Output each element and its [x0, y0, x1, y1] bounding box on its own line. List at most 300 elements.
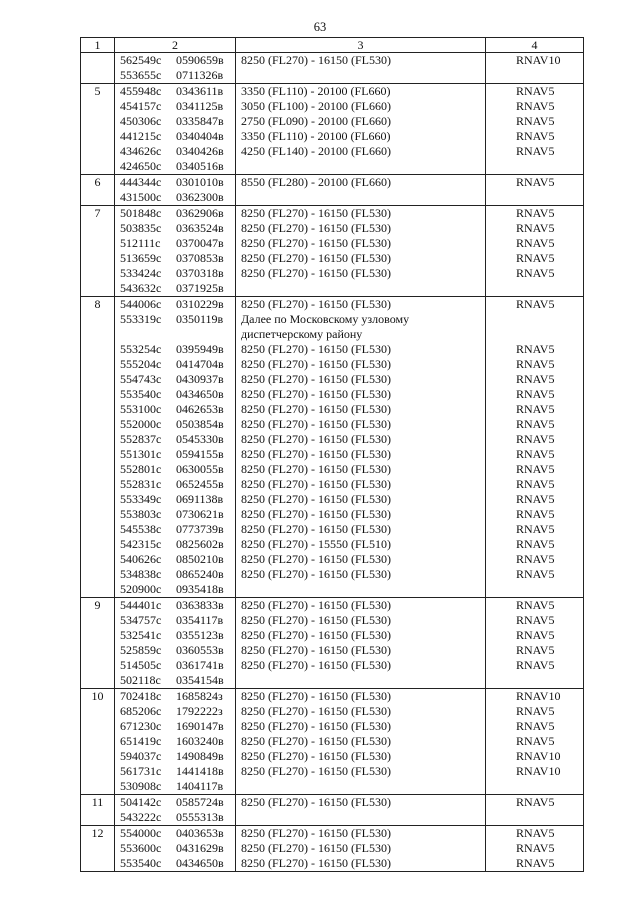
longitude: 1685824з	[176, 689, 223, 703]
rnav-spec: RNAV5	[516, 643, 555, 657]
rnav-spec: RNAV5	[516, 522, 555, 536]
latitude: 502118с	[120, 673, 161, 687]
table-row	[81, 297, 584, 598]
point-coordinates	[120, 826, 235, 841]
point-coordinates	[120, 658, 235, 673]
longitude: 0350119в	[176, 312, 224, 326]
latitude: 514505с	[120, 658, 162, 672]
rnav-spec: RNAV5	[516, 613, 555, 627]
longitude: 0370047в	[176, 236, 224, 250]
longitude: 0362906в	[176, 206, 224, 220]
altitude-list	[236, 826, 486, 872]
altitude-range: 8250 (FL270) - 16150 (FL530)	[241, 53, 391, 67]
longitude: 1441418в	[176, 764, 224, 778]
rnav-spec: RNAV5	[516, 447, 555, 461]
longitude: 0370318в	[176, 266, 224, 280]
altitude-range: 8250 (FL270) - 16150 (FL530)	[241, 447, 391, 461]
longitude: 0462653в	[176, 402, 224, 416]
latitude: 530908с	[120, 779, 162, 793]
point-coordinates	[120, 598, 235, 613]
rnav-spec-list	[486, 598, 584, 689]
rnav-spec: RNAV5	[516, 841, 555, 855]
latitude: 534757с	[120, 613, 162, 627]
rnav-spec: RNAV5	[516, 552, 555, 566]
altitude-range: 8250 (FL270) - 16150 (FL530)	[241, 432, 391, 446]
latitude: 441215с	[120, 129, 162, 143]
latitude: 594037с	[120, 749, 162, 763]
latitude: 553319с	[120, 312, 162, 326]
altitude-range: 8250 (FL270) - 16150 (FL530)	[241, 221, 391, 235]
rnav-spec: RNAV5	[516, 658, 555, 672]
table-row	[81, 206, 584, 297]
point-coordinates	[120, 281, 235, 296]
route-number: 12	[81, 826, 115, 872]
point-coordinates	[120, 68, 235, 83]
point-coordinates	[120, 552, 235, 567]
altitude-range: 8250 (FL270) - 16150 (FL530)	[241, 297, 391, 311]
altitude-range: 8250 (FL270) - 16150 (FL530)	[241, 266, 391, 280]
latitude: 434626с	[120, 144, 162, 158]
table-row	[81, 598, 584, 689]
longitude: 0434650в	[176, 387, 224, 401]
rnav-spec: RNAV5	[516, 175, 555, 189]
point-coordinates	[120, 749, 235, 764]
altitude-range: 8250 (FL270) - 16150 (FL530)	[241, 477, 391, 491]
rnav-spec: RNAV5	[516, 628, 555, 642]
latitude: 553600с	[120, 841, 162, 855]
point-coordinates	[120, 462, 235, 477]
latitude: 685206с	[120, 704, 162, 718]
table-row	[81, 689, 584, 795]
point-coordinates	[120, 841, 235, 856]
latitude: 562549с	[120, 53, 162, 67]
latitude: 540626с	[120, 552, 162, 566]
altitude-range: 8250 (FL270) - 16150 (FL530)	[241, 236, 391, 250]
altitude-range: 8250 (FL270) - 16150 (FL530)	[241, 402, 391, 416]
longitude: 0340516в	[176, 159, 224, 173]
altitude-range: 8250 (FL270) - 16150 (FL530)	[241, 387, 391, 401]
rnav-spec: RNAV5	[516, 826, 555, 840]
altitude-range: 8250 (FL270) - 16150 (FL530)	[241, 719, 391, 733]
altitude-range: 8250 (FL270) - 16150 (FL530)	[241, 206, 391, 220]
page-number: 63	[313, 20, 327, 34]
longitude: 0370853в	[176, 251, 224, 265]
longitude: 0935418в	[176, 582, 224, 596]
point-coordinates	[120, 673, 235, 688]
table-row	[81, 826, 584, 872]
latitude: 651419с	[120, 734, 162, 748]
header-col-4: 4	[486, 38, 584, 53]
longitude: 0335847в	[176, 114, 224, 128]
altitude-list	[236, 598, 486, 689]
rnav-spec: RNAV5	[516, 84, 555, 98]
point-coordinates	[120, 417, 235, 432]
point-coordinates	[120, 567, 235, 582]
point-list	[115, 297, 236, 598]
latitude: 554743с	[120, 372, 162, 386]
routes-table	[80, 37, 584, 872]
rnav-spec: RNAV5	[516, 507, 555, 521]
latitude: 431500с	[120, 190, 162, 204]
point-coordinates	[120, 297, 235, 312]
rnav-spec: RNAV5	[516, 387, 555, 401]
latitude: 533424с	[120, 266, 162, 280]
rnav-spec: RNAV5	[516, 129, 555, 143]
point-coordinates	[120, 327, 235, 342]
table-row	[81, 84, 584, 175]
longitude: 1404117в	[176, 779, 224, 793]
longitude: 1490849в	[176, 749, 224, 763]
latitude: 520900с	[120, 582, 162, 596]
altitude-range: 8250 (FL270) - 16150 (FL530)	[241, 689, 391, 703]
longitude: 0865240в	[176, 567, 224, 581]
altitude-range: Далее по Московскому узловому	[241, 312, 410, 326]
longitude: 0414704в	[176, 357, 224, 371]
point-coordinates	[120, 795, 235, 810]
point-list	[115, 598, 236, 689]
point-coordinates	[120, 387, 235, 402]
altitude-range: 8250 (FL270) - 16150 (FL530)	[241, 357, 391, 371]
rnav-spec: RNAV5	[516, 221, 555, 235]
latitude: 555204с	[120, 357, 162, 371]
longitude: 1690147в	[176, 719, 224, 733]
longitude: 0363524в	[176, 221, 224, 235]
point-list	[115, 206, 236, 297]
latitude: 545538с	[120, 522, 162, 536]
point-coordinates	[120, 190, 235, 205]
altitude-range: 8250 (FL270) - 16150 (FL530)	[241, 826, 391, 840]
rnav-spec: RNAV10	[516, 764, 561, 778]
altitude-range: 3350 (FL110) - 20100 (FL660)	[241, 84, 391, 98]
altitude-range: 8250 (FL270) - 16150 (FL530)	[241, 417, 391, 431]
latitude: 544401с	[120, 598, 162, 612]
altitude-range: 3350 (FL110) - 20100 (FL660)	[241, 129, 391, 143]
latitude: 553540с	[120, 856, 162, 870]
altitude-list	[236, 84, 486, 175]
point-coordinates	[120, 537, 235, 552]
point-list	[115, 53, 236, 84]
point-coordinates	[120, 582, 235, 597]
rnav-spec-list	[486, 175, 584, 206]
latitude: 504142с	[120, 795, 162, 809]
route-number: 5	[81, 84, 115, 175]
point-coordinates	[120, 342, 235, 357]
altitude-range: 8250 (FL270) - 16150 (FL530)	[241, 342, 391, 356]
point-coordinates	[120, 522, 235, 537]
rnav-spec: RNAV5	[516, 856, 555, 870]
header-col-2: 2	[115, 38, 236, 53]
longitude: 0362300в	[176, 190, 224, 204]
latitude: 553100с	[120, 402, 162, 416]
rnav-spec: RNAV5	[516, 598, 555, 612]
table-header	[81, 38, 584, 53]
latitude: 702418с	[120, 689, 162, 703]
latitude: 553803с	[120, 507, 162, 521]
longitude: 0310229в	[176, 297, 224, 311]
longitude: 0594155в	[176, 447, 224, 461]
longitude: 0652455в	[176, 477, 224, 491]
altitude-range: 8250 (FL270) - 16150 (FL530)	[241, 507, 391, 521]
altitude-list	[236, 175, 486, 206]
rnav-spec: RNAV5	[516, 462, 555, 476]
rnav-spec: RNAV5	[516, 372, 555, 386]
altitude-range: 8250 (FL270) - 16150 (FL530)	[241, 492, 391, 506]
rnav-spec: RNAV5	[516, 432, 555, 446]
point-coordinates	[120, 447, 235, 462]
point-list	[115, 84, 236, 175]
longitude: 0850210в	[176, 552, 224, 566]
point-list	[115, 826, 236, 872]
rnav-spec-list	[486, 826, 584, 872]
longitude: 0773739в	[176, 522, 224, 536]
point-coordinates	[120, 114, 235, 129]
longitude: 0361741в	[176, 658, 224, 672]
latitude: 501848с	[120, 206, 162, 220]
route-number	[81, 53, 115, 84]
point-coordinates	[120, 810, 235, 825]
latitude: 553349с	[120, 492, 162, 506]
longitude: 0340426в	[176, 144, 224, 158]
altitude-range: 8250 (FL270) - 16150 (FL530)	[241, 764, 391, 778]
point-coordinates	[120, 372, 235, 387]
longitude: 0341125в	[176, 99, 224, 113]
latitude: 513659с	[120, 251, 162, 265]
altitude-range: 8250 (FL270) - 16150 (FL530)	[241, 856, 391, 870]
altitude-range: 8250 (FL270) - 16150 (FL530)	[241, 552, 391, 566]
longitude: 0555313в	[176, 810, 224, 824]
longitude: 0395949в	[176, 342, 224, 356]
altitude-range: 8550 (FL280) - 20100 (FL660)	[241, 175, 391, 189]
rnav-spec: RNAV5	[516, 734, 555, 748]
point-coordinates	[120, 856, 235, 871]
latitude: 552837с	[120, 432, 162, 446]
altitude-range: 8250 (FL270) - 16150 (FL530)	[241, 567, 391, 581]
altitude-range: 8250 (FL270) - 16150 (FL530)	[241, 251, 391, 265]
altitude-range: 8250 (FL270) - 16150 (FL530)	[241, 643, 391, 657]
latitude: 525859с	[120, 643, 162, 657]
longitude: 0545330в	[176, 432, 224, 446]
altitude-range: 4250 (FL140) - 20100 (FL660)	[241, 144, 391, 158]
longitude: 0371925в	[176, 281, 224, 295]
point-coordinates	[120, 477, 235, 492]
rnav-spec: RNAV5	[516, 266, 555, 280]
rnav-spec: RNAV5	[516, 206, 555, 220]
point-coordinates	[120, 312, 235, 327]
table-row	[81, 53, 584, 84]
longitude: 0354117в	[176, 613, 224, 627]
rnav-spec-list	[486, 297, 584, 598]
rnav-spec: RNAV5	[516, 795, 555, 809]
altitude-range: 8250 (FL270) - 16150 (FL530)	[241, 372, 391, 386]
latitude: 503835с	[120, 221, 162, 235]
latitude: 512111с	[120, 236, 161, 250]
longitude: 0363833в	[176, 598, 224, 612]
point-coordinates	[120, 432, 235, 447]
altitude-range: 8250 (FL270) - 16150 (FL530)	[241, 841, 391, 855]
latitude: 543222с	[120, 810, 162, 824]
altitude-range: 8250 (FL270) - 16150 (FL530)	[241, 613, 391, 627]
point-coordinates	[120, 221, 235, 236]
altitude-range: 8250 (FL270) - 15550 (FL510)	[241, 537, 391, 551]
longitude: 0430937в	[176, 372, 224, 386]
latitude: 543632с	[120, 281, 162, 295]
latitude: 554000с	[120, 826, 162, 840]
route-number: 8	[81, 297, 115, 598]
altitude-list	[236, 689, 486, 795]
latitude: 454157с	[120, 99, 162, 113]
point-coordinates	[120, 357, 235, 372]
point-coordinates	[120, 129, 235, 144]
rnav-spec	[516, 312, 583, 327]
latitude: 455948с	[120, 84, 162, 98]
rnav-spec: RNAV5	[516, 297, 555, 311]
rnav-spec: RNAV5	[516, 402, 555, 416]
point-coordinates	[120, 53, 235, 68]
longitude: 0434650в	[176, 856, 224, 870]
rnav-spec-list	[486, 795, 584, 826]
altitude-range: диспетчерскому району	[241, 327, 363, 341]
point-coordinates	[120, 704, 235, 719]
altitude-range: 8250 (FL270) - 16150 (FL530)	[241, 522, 391, 536]
latitude: 542315с	[120, 537, 162, 551]
header-col-3: 3	[236, 38, 486, 53]
latitude: 444344с	[120, 175, 162, 189]
rnav-spec-list	[486, 53, 584, 84]
point-coordinates	[120, 236, 235, 251]
latitude: 424650с	[120, 159, 162, 173]
longitude: 0301010в	[176, 175, 224, 189]
latitude: 551301с	[120, 447, 162, 461]
point-coordinates	[120, 613, 235, 628]
latitude: 553655с	[120, 68, 162, 82]
point-coordinates	[120, 734, 235, 749]
rnav-spec	[516, 327, 583, 342]
rnav-spec-list	[486, 689, 584, 795]
header-col-1: 1	[81, 38, 115, 53]
longitude: 0403653в	[176, 826, 224, 840]
altitude-range: 2750 (FL090) - 20100 (FL660)	[241, 114, 391, 128]
altitude-range: 8250 (FL270) - 16150 (FL530)	[241, 749, 391, 763]
point-coordinates	[120, 266, 235, 281]
point-coordinates	[120, 402, 235, 417]
point-coordinates	[120, 492, 235, 507]
rnav-spec: RNAV5	[516, 236, 555, 250]
table-body	[81, 53, 584, 872]
latitude: 534838с	[120, 567, 162, 581]
altitude-list	[236, 206, 486, 297]
point-coordinates	[120, 764, 235, 779]
latitude: 553254с	[120, 342, 162, 356]
point-list	[115, 175, 236, 206]
rnav-spec-list	[486, 84, 584, 175]
altitude-range: 3050 (FL100) - 20100 (FL660)	[241, 99, 391, 113]
latitude: 561731с	[120, 764, 162, 778]
rnav-spec: RNAV5	[516, 492, 555, 506]
point-coordinates	[120, 779, 235, 794]
longitude: 1603240в	[176, 734, 224, 748]
longitude: 0340404в	[176, 129, 224, 143]
longitude: 0431629в	[176, 841, 224, 855]
longitude: 0585724в	[176, 795, 224, 809]
rnav-spec: RNAV5	[516, 357, 555, 371]
longitude: 0730621в	[176, 507, 224, 521]
point-list	[115, 795, 236, 826]
altitude-range: 8250 (FL270) - 16150 (FL530)	[241, 462, 391, 476]
longitude: 0354154в	[176, 673, 224, 687]
latitude: 671230с	[120, 719, 162, 733]
table-row	[81, 795, 584, 826]
latitude: 544006с	[120, 297, 162, 311]
latitude: 553540с	[120, 387, 162, 401]
latitude: 450306с	[120, 114, 162, 128]
longitude: 0691138в	[176, 492, 224, 506]
rnav-spec: RNAV5	[516, 251, 555, 265]
route-number: 9	[81, 598, 115, 689]
rnav-spec: RNAV5	[516, 114, 555, 128]
rnav-spec: RNAV5	[516, 537, 555, 551]
latitude: 552000с	[120, 417, 162, 431]
rnav-spec: RNAV5	[516, 719, 555, 733]
rnav-spec: RNAV5	[516, 99, 555, 113]
rnav-spec: RNAV5	[516, 417, 555, 431]
point-coordinates	[120, 628, 235, 643]
rnav-spec: RNAV5	[516, 342, 555, 356]
altitude-range: 8250 (FL270) - 16150 (FL530)	[241, 795, 391, 809]
rnav-spec: RNAV10	[516, 53, 561, 67]
altitude-list	[236, 795, 486, 826]
longitude: 0503854в	[176, 417, 224, 431]
rnav-spec: RNAV5	[516, 144, 555, 158]
rnav-spec: RNAV5	[516, 567, 555, 581]
rnav-spec-list	[486, 206, 584, 297]
longitude: 0630055в	[176, 462, 224, 476]
latitude: 552831с	[120, 477, 162, 491]
altitude-list	[236, 53, 486, 84]
point-coordinates	[120, 689, 235, 704]
point-coordinates	[120, 144, 235, 159]
longitude: 0355123в	[176, 628, 224, 642]
route-number: 7	[81, 206, 115, 297]
rnav-spec: RNAV10	[516, 749, 561, 763]
point-list	[115, 689, 236, 795]
rnav-spec: RNAV5	[516, 704, 555, 718]
point-coordinates	[120, 719, 235, 734]
table-row	[81, 175, 584, 206]
altitude-range: 8250 (FL270) - 16150 (FL530)	[241, 628, 391, 642]
rnav-spec: RNAV10	[516, 689, 561, 703]
longitude: 0360553в	[176, 643, 224, 657]
altitude-range: 8250 (FL270) - 16150 (FL530)	[241, 658, 391, 672]
point-coordinates	[120, 206, 235, 221]
point-coordinates	[120, 84, 235, 99]
altitude-list	[236, 297, 486, 598]
point-coordinates	[120, 251, 235, 266]
altitude-range: 8250 (FL270) - 16150 (FL530)	[241, 704, 391, 718]
point-coordinates	[120, 175, 235, 190]
rnav-spec: RNAV5	[516, 477, 555, 491]
point-coordinates	[120, 159, 235, 174]
altitude-range: 8250 (FL270) - 16150 (FL530)	[241, 734, 391, 748]
point-coordinates	[120, 643, 235, 658]
latitude: 532541с	[120, 628, 162, 642]
longitude: 0711326в	[176, 68, 224, 82]
longitude: 0343611в	[176, 84, 224, 98]
longitude: 1792222з	[176, 704, 223, 718]
route-number: 10	[81, 689, 115, 795]
longitude: 0590659в	[176, 53, 224, 67]
route-number: 11	[81, 795, 115, 826]
latitude: 552801с	[120, 462, 162, 476]
